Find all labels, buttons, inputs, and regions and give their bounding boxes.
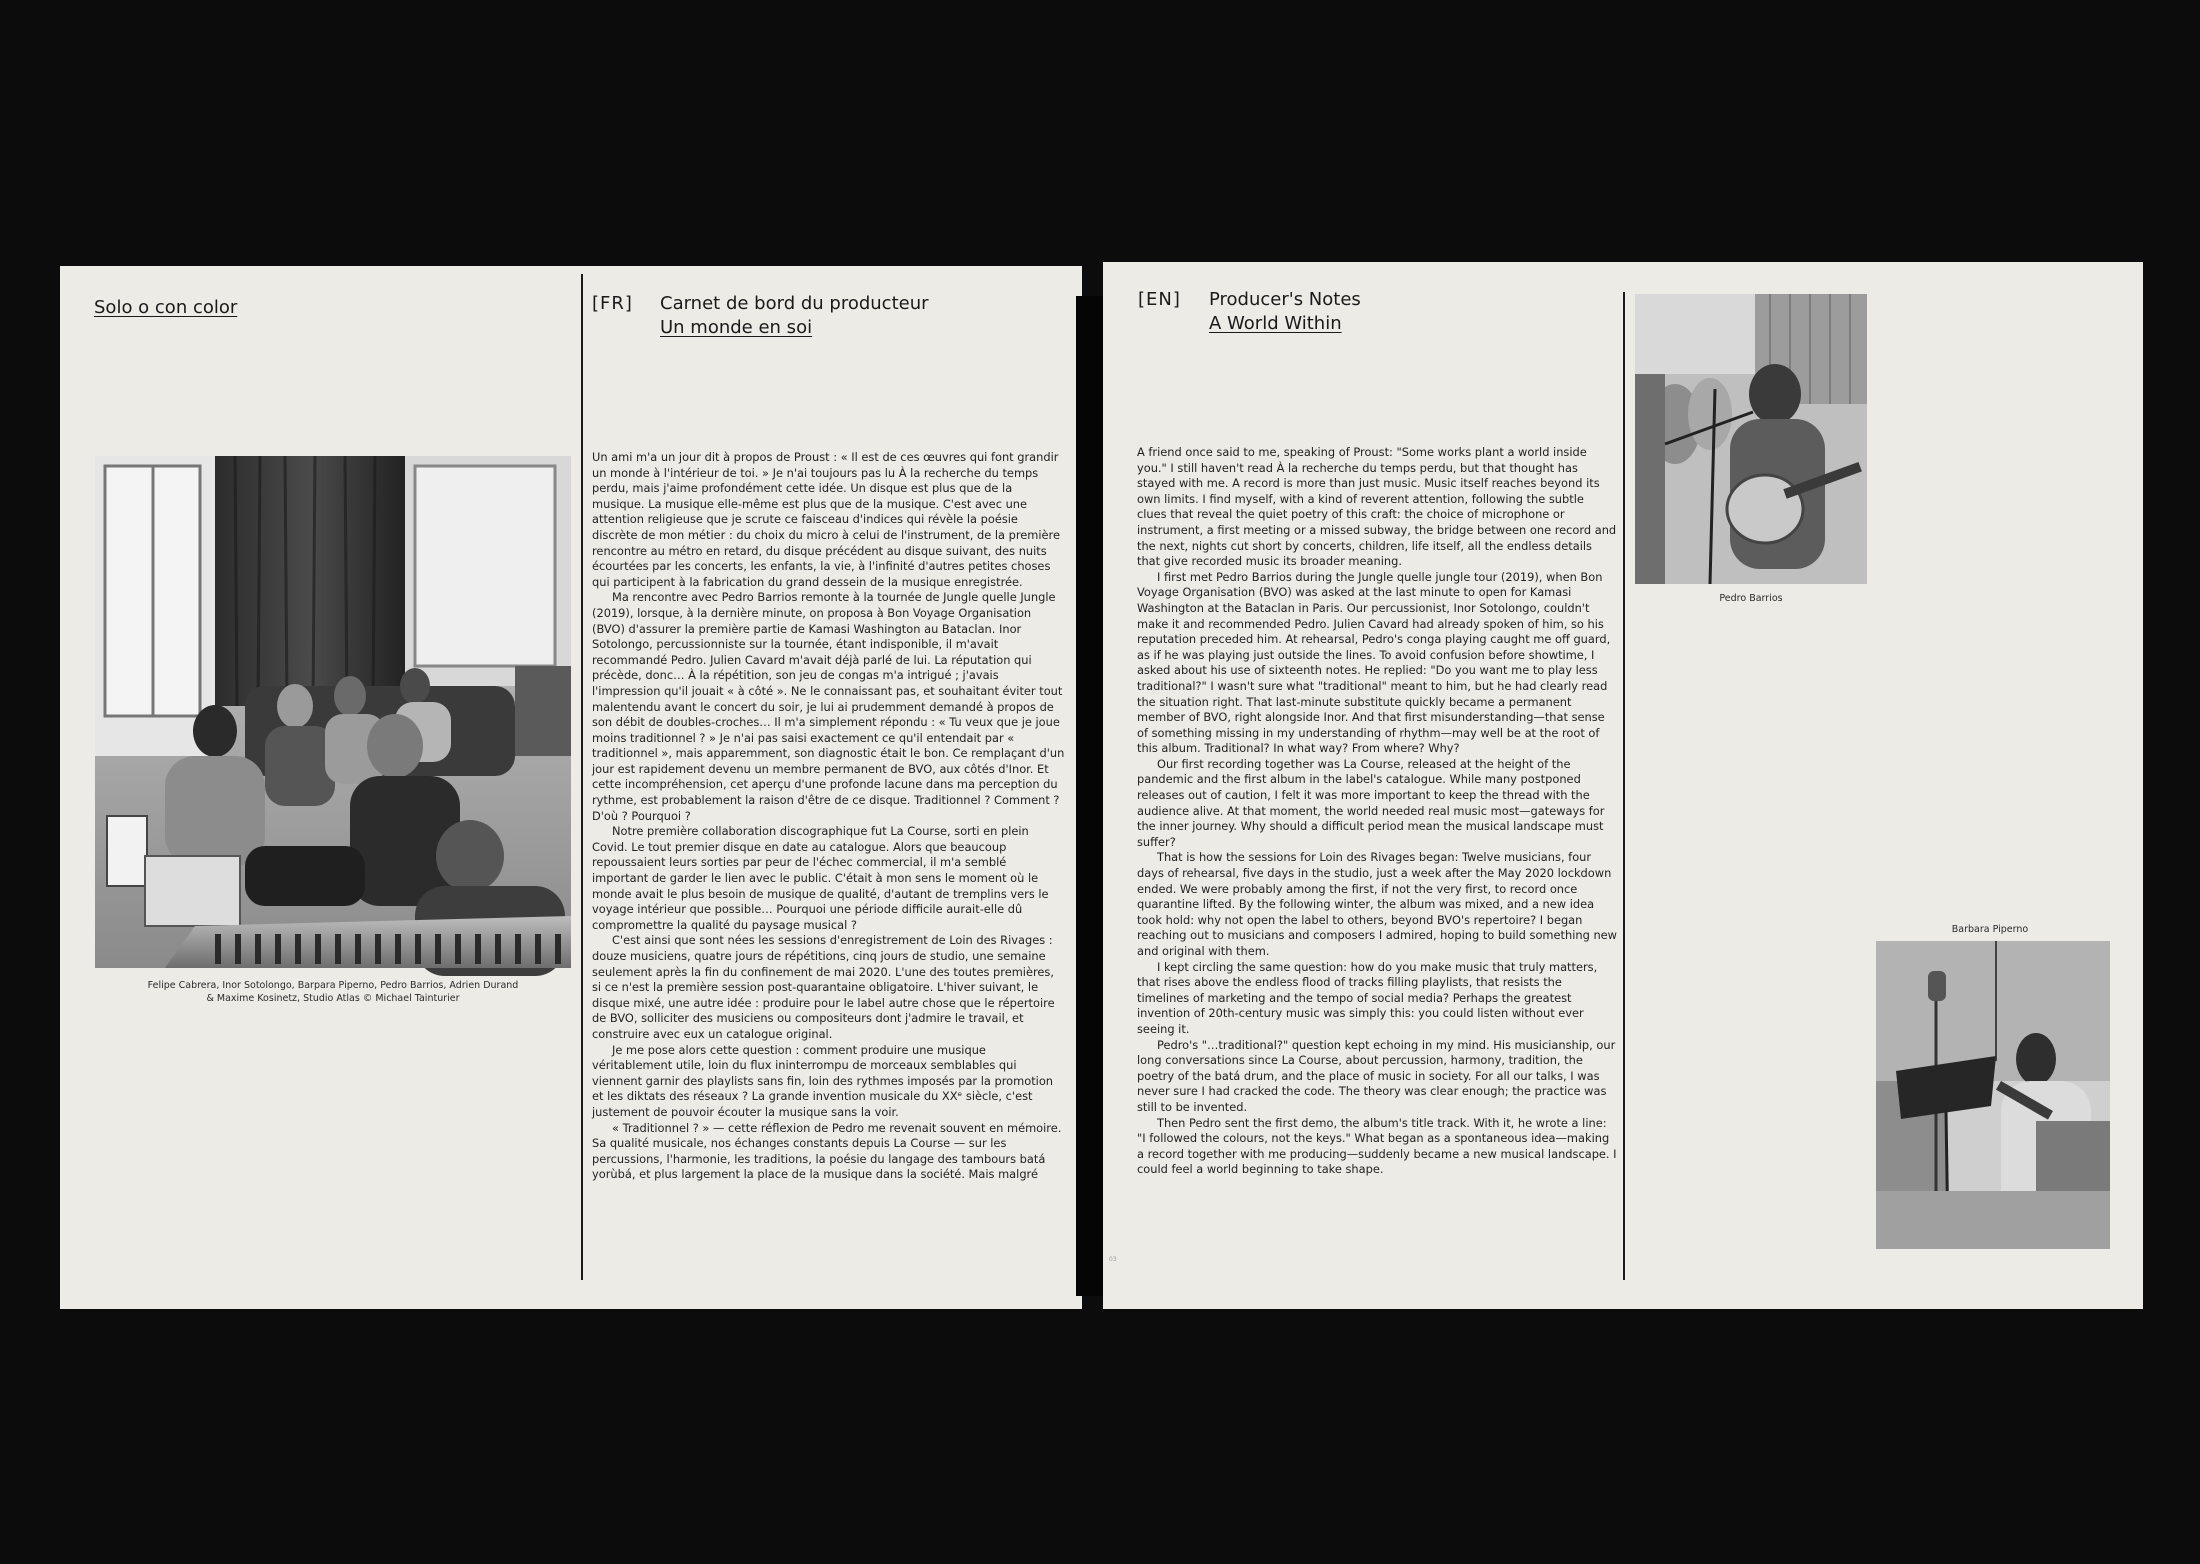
en-paragraph: That is how the sessions for Loin des Rivages began: Twelve musicians, four days of rehearsal, five days in the studio, just a week after the May 2020 lockdown ended. We were probably among the first, if not the very first, to record once quarantine lifted. By the following winter, the album was mixed, and a new idea took hold: why not open the label to others, beyond BVO's repertoire? I began reaching out to musicians and composers I admired, hoping to build something new and original with them. bbox=[1137, 850, 1617, 958]
column-divider-right bbox=[1623, 292, 1625, 1280]
fr-paragraph: Je me pose alors cette question : comment produire une musique véritablement utile, loin du flux ininterrompu de morceaux semblables qui viennent garnir des playlists sans fin, loin des rythmes imposés par la promotion et les diktats des réseaux ? La grande invention musicale du XXᵉ siècle, c'est justement de pouvoir écouter la musique sans la voir. bbox=[592, 1042, 1054, 1119]
barbara-caption: Barbara Piperno bbox=[1951, 924, 2029, 935]
barbara-piperno-photo bbox=[1876, 941, 2110, 1249]
fr-paragraph: « Traditionnel ? » — cette réflexion de Pedro me revenait souvent en mémoire. Sa qualité musicale, nos échanges constants depuis La Course — sur les percussions, l'harmonie, les traditions, la poésie du langage des tambours batá yorùbá, et plus largement la place de la musique dans la société. Mais malgré bbox=[592, 1120, 1062, 1182]
language-tag-en: [EN] bbox=[1138, 289, 1181, 310]
page-number-right: 03 bbox=[1109, 1256, 1117, 1263]
photo-caption-line2: & Maxime Kosinetz, Studio Atlas © Michael Tainturier bbox=[206, 993, 460, 1004]
fr-paragraph: Ma rencontre avec Pedro Barrios remonte à la tournée de Jungle quelle Jungle (2019), lorsque, à la dernière minute, on proposa à Bon Voyage Organisation (BVO) d'assurer la première partie de Kamasi Washington au Bataclan. Inor Sotolongo, percussionniste sur la tournée, étant indisponible, il m'avait recommandé Pedro. Julien Cavard m'avait déjà parlé de lui. La réputation qui précède, donc… À la répétition, son jeu de congas m'a intrigué ; j'avais l'impression qu'il jouait « à côté ». Ne le connaissant pas, et souhaitant éviter tout malentendu avant le concert du soir, je lui ai prudemment demandé à propos de son débit de doubles-croches… Il m'a simplement répondu : « Tu veux que je joue moins traditionnel ? » Je n'ai pas saisi exactement ce qu'il entendait par « traditionnel », mais apparemment, son diagnostic était le bon. Ce remplaçant d'un jour est rapidement devenu un membre permanent de BVO, aux côtés d'Inor. Et cette incompréhension, cet aperçu d'une profonde lacune dans ma perception du rythme, est probablement la raison d'être de ce disque. Traditionnel ? Comment ? D'où ? Pourquoi ? bbox=[592, 590, 1065, 823]
en-heading: Producer's Notes bbox=[1209, 289, 1361, 310]
fr-subheading: Un monde en soi bbox=[660, 317, 813, 338]
photo-caption-line1: Felipe Cabrera, Inor Sotolongo, Barpara Piperno, Pedro Barrios, Adrien Durand bbox=[147, 980, 519, 991]
pedro-barrios-photo bbox=[1635, 294, 1867, 584]
en-paragraph: Pedro's "…traditional?" question kept echoing in my mind. His musicianship, our long conversations since La Course, about percussion, harmony, tradition, the poetry of the batá drum, and the place of music in society. For all our talks, I was never sure I had cracked the code. The theory was clear enough; the practice was still to be invented. bbox=[1137, 1037, 1616, 1114]
fr-paragraph: Un ami m'a un jour dit à propos de Proust : « Il est de ces œuvres qui font grandir un monde à l'intérieur de toi. » Je n'ai toujours pas lu À la recherche du temps perdu, mais j'aime profondément cette idée. Un disque est plus que de la musique. La musique elle-même est plus que de la musique. C'est avec une attention religieuse que je scrute ce faisceau d'indices qui révèle la poésie discrète de mon métier : du choix du micro à celui de l'instrument, de la première rencontre au métro en retard, du disque précédent au disque suivant, des nuits écourtées par les concerts, les enfants, la vie, à l'infinité d'autres petites choses qui participent à la fabrication du grand dessein de la musique enregistrée. bbox=[592, 450, 1060, 589]
barbara-piperno-image bbox=[1876, 941, 2110, 1249]
fr-body-text bbox=[592, 450, 1066, 1183]
right-page bbox=[1103, 262, 2143, 1309]
studio-session-image bbox=[95, 456, 571, 968]
fr-paragraph: Notre première collaboration discographique fut La Course, sorti en plein Covid. Le tout premier disque en date au catalogue. Alors que beaucoup repoussaient leurs sorties par peur de l'échec commercial, il m'a semblé important de garder le lien avec le public. C'était à mon sens le moment où le monde avait le plus besoin de musique de qualité, d'autant de tremplins vers le voyage intérieur que possible… Pourquoi une période difficile aurait-elle dû compromettre la qualité du paysage musical ? bbox=[592, 824, 1049, 932]
photo-caption bbox=[95, 979, 571, 1005]
en-paragraph: I kept circling the same question: how do you make music that truly matters, that rises above the endless flood of tracks filling playlists, that resists the timelines of marketing and the tempo of social media? Perhaps the greatest invention of 20th-century music was simply this: you could listen without ever seeing it. bbox=[1137, 959, 1598, 1036]
section-title: Solo o con color bbox=[94, 297, 238, 318]
left-page bbox=[60, 266, 1082, 1309]
en-paragraph: Then Pedro sent the first demo, the album's title track. With it, he wrote a line: "I followed the colours, not the keys." What began as a spontaneous idea—making a record together with me producing—suddenly became a new musical landscape. I could feel a world beginning to take shape. bbox=[1137, 1115, 1617, 1177]
language-tag-fr: [FR] bbox=[592, 293, 633, 314]
studio-session-photo bbox=[95, 456, 571, 968]
en-paragraph: I first met Pedro Barrios during the Jungle quelle jungle tour (2019), when Bon Voyage Organisation (BVO) was asked at the last minute to open for Kamasi Washington at the Bataclan in Paris. Our percussionist, Inor Sotolongo, couldn't make it and recommended Pedro. Julien Cavard had already spoken of him, so his reputation preceded him. At rehearsal, Pedro's conga playing caught me off guard, as if he was playing just outside the lines. To avoid confusion before showtime, I asked about his use of sixteenth notes. He replied: "Do you want me to play less traditional?" I wasn't sure what "traditional" meant to him, but he had clearly read the situation right. That last-minute substitute quickly became a permanent member of BVO, right alongside Inor. And that first misunderstanding—that sense of something missing in my understanding of rhythm—may well be at the root of this album. Traditional? In what way? From where? Why? bbox=[1137, 569, 1611, 756]
en-paragraph: A friend once said to me, speaking of Proust: "Some works plant a world inside you." I still haven't read À la recherche du temps perdu, but that thought has stayed with me. A record is more than just music. Music itself reaches beyond its own limits. I find myself, with a kind of reverent attention, following the subtle clues that reveal the quiet poetry of this craft: the choice of microphone or instrument, a first meeting or a missed subway, the bridge between one record and the next, nights cut short by concerts, children, life itself, all the endless details that give recorded music its broader meaning. bbox=[1137, 445, 1617, 569]
pedro-caption: Pedro Barrios bbox=[1719, 593, 1783, 604]
pedro-barrios-image bbox=[1635, 294, 1867, 584]
fr-heading: Carnet de bord du producteur bbox=[660, 293, 929, 314]
en-paragraph: Our first recording together was La Course, released at the height of the pandemic and the first album in the label's catalogue. While many postponed releases out of caution, I felt it was more important to keep the thread with the audience alive. At that moment, the world needed real music most—gateways for the inner journey. Why should a difficult period mean the musical landscape must suffer? bbox=[1137, 756, 1605, 849]
en-subheading: A World Within bbox=[1209, 313, 1342, 334]
fr-paragraph: C'est ainsi que sont nées les sessions d'enregistrement de Loin des Rivages : douze musiciens, quatre jours de répétitions, cinq jours de studio, une semaine seulement après la fin du confinement de mai 2020. L'une des toutes premières, si ce n'est la première session post-quarantaine obligatoire. L'hiver suivant, le disque mixé, une autre idée : produire pour le label autre chose que le répertoire de BVO, solliciter des musiciens ou compositeurs dont j'admire le travail, et construire avec eux un catalogue original. bbox=[592, 933, 1055, 1041]
en-body-text bbox=[1137, 445, 1617, 1178]
column-divider bbox=[581, 274, 583, 1280]
